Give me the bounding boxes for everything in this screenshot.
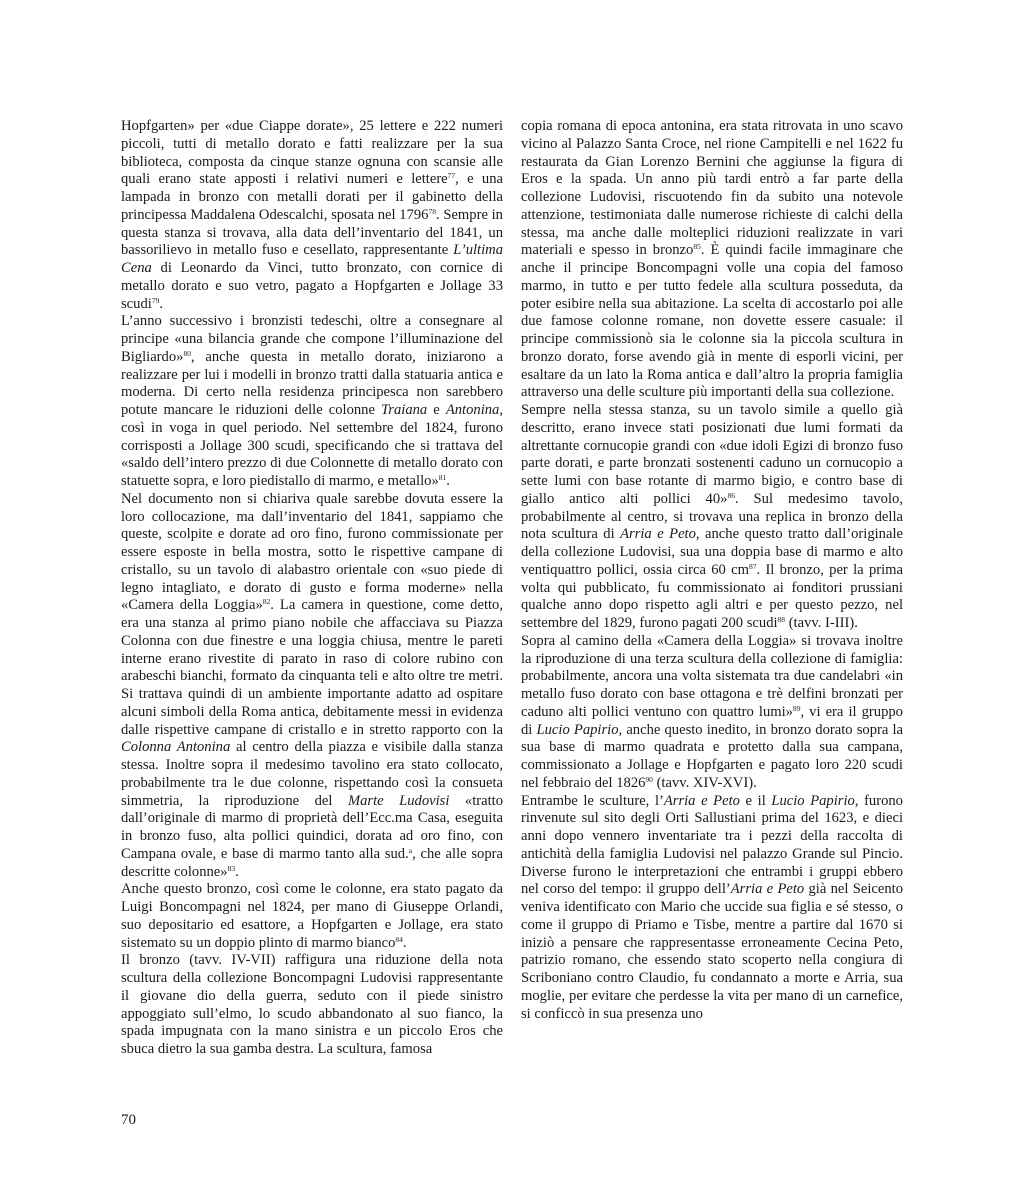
text-run: Sempre nella stessa stanza, su un tavolo simile a quello già descritto, erano invece stati posizionati due lumi formati da altrettante cornucopie grandi con «due idoli Egizi di bronzo fuso parte dorati, e parte bronzati sostenenti caduno un cornucopio a sette lumi con base rotante di marmo bigio, e contro base di giallo antico alti pollici 40»: [521, 402, 903, 507]
text-run: , vi era il gruppo di: [521, 703, 903, 738]
text-run: Anche questo bronzo, così come le colonne, era stato pagato da Luigi Boncompagni nel 1824, per mano di Giuseppe Orlandi, suo depositario ed esattore, a Hopfgarten e Jollage, era stato sistemato su un doppio plinto di marmo bianco: [121, 881, 503, 951]
text-run: , anche questa in metallo dorato, iniziarono a realizzare per lui i modelli in bronzo tratti dalla statuaria antica e moderna. Di certo nella residenza principesca non sarebbero potute mancare le riduzioni delle colonne: [121, 348, 503, 418]
text-run: , anche questo tratto dall’originale della collezione Ludovisi, sua una doppia base di marmo e alto ventiquattro pollici, ossia circa 60 cm: [521, 526, 903, 578]
text-run: Entrambe le sculture, l’: [521, 792, 664, 809]
italic-title: Arria e Peto: [730, 881, 805, 898]
paragraph: [121, 881, 503, 952]
text-run: e il: [739, 792, 772, 809]
paragraph: [521, 793, 903, 1024]
text-run: .: [159, 295, 163, 312]
text-run: al centro della piazza e visibile dalla stanza stessa. Inoltre sopra il medesimo tavolino era stato collocato, probabilmente tra le due colonne, rispettando così la consueta simmetria, la riproduzione del: [121, 739, 503, 809]
paragraph: [121, 118, 503, 313]
text-run: , e una lampada in bronzo con metalli dorati per il gabinetto della principessa Maddalena Odescalchi, sposata nel 1796: [121, 171, 503, 223]
paragraph: [121, 491, 503, 882]
paragraph: [521, 118, 903, 402]
footnote-ref: 83: [227, 863, 236, 873]
footnote-ref: 78: [428, 206, 436, 216]
text-run: (tavv. XIV-XVI).: [652, 774, 757, 791]
footnote-ref: 77: [447, 171, 456, 181]
italic-title: Colonna Antonina: [121, 739, 231, 756]
text-run: Il bronzo (tavv. IV-VII) raffigura una riduzione della nota scultura della collezione Boncompagni Ludovisi rappresentante il giovane dio della guerra, seduto con il piede sinistro appoggiato sull’elmo, lo scudo abbandonato al suo fianco, la spada impugnata con la mano sinistra e un piccolo Eros che sbuca dietro la sua gamba destra. La scultura, famosa: [121, 952, 503, 1057]
text-run: . La camera in questione, come detto, era una stanza al primo piano nobile che affacciava su Piazza Colonna con due finestre e una loggia chiusa, mentre le pareti interne erano rivestite di parato in raso di colore rubino con arabeschi bianchi, formato da cinquanta teli e alto oltre tre metri. Si trattava quindi di un ambiente importante adatto ad ospitare alcuni simboli della Roma antica, debitamente messi in evidenza dalle rispettive campane di cristallo e in stretto rapporto con la: [121, 597, 503, 738]
right-column: [521, 118, 903, 1023]
text-run: .: [235, 863, 239, 880]
text-run: , furono rinvenute sul sito degli Orti Sallustiani prima del 1623, e dieci anni dopo vennero inventariate tra i pezzi della raccolta di antichità della famiglia Ludovisi nel palazzo Grande sul Pincio. Diverse furono le interpretazioni che entrambi i gruppi ebbero nel corso del tempo: il gruppo dell’: [521, 792, 903, 898]
text-run: . Sempre in questa stanza si trovava, alla data dell’inventario del 1841, un bassorilievo in metallo fuso e cesellato, rappresentante: [121, 206, 503, 259]
text-run: di Leonardo da Vinci, tutto bronzato, con cornice di metallo dorato e suo vetro, pagato a Hopfgarten e Jollage 33 scudi: [121, 260, 503, 312]
italic-title: Antonina: [445, 402, 500, 418]
footnote-ref: 81: [438, 473, 447, 482]
footnote-ref: 88: [777, 615, 786, 624]
text-run: , che alle sopra descritte colonne»: [121, 845, 503, 880]
page-number: 70: [121, 1112, 136, 1128]
footnote-ref: 84: [395, 934, 403, 944]
italic-title: Lucio Papirio: [771, 792, 855, 809]
footnote-ref: 87: [748, 561, 757, 571]
text-run: Sopra al camino della «Camera della Loggia» si trovava inoltre la riproduzione di una terza scultura della collezione di famiglia: probabilmente, ancora una volta sistemata tra due candelabri «in metallo fuso dorato con base ottagona e trè delfini bronzati per caduno alti pollici ventuno con quattro lumi»: [521, 632, 903, 720]
text-run: . Sul medesimo tavolo, probabilmente al centro, si trovava una replica in bronzo della nota scultura di: [521, 490, 903, 543]
paragraph: [521, 633, 903, 793]
text-run: . Il bronzo, per la prima volta qui pubblicato, fu commissionato ai fonditori prussiani qualche anno dopo rispetto agli altri e per questo pezzo, nel settembre del 1829, furono pagati 200 scudi: [521, 561, 903, 631]
text-run: L’anno successivo i bronzisti tedeschi, oltre a consegnare al principe «una bilancia grande che compone l’illuminazione del Bigliardo»: [121, 313, 503, 365]
footnote-ref: 79: [151, 295, 160, 305]
text-run: copia romana di epoca antonina, era stata ritrovata in uno scavo vicino al Palazzo Santa Croce, nel rione Campitelli e nel 1622 fu restaurata da Gian Lorenzo Bernini che aggiunse la figura di Eros e la spada. Un anno più tardi entrò a far parte della collezione Ludovisi, riscuotendo fin da subito una notevole attenzione, testimoniata dalle numerose richieste di calchi della stessa, ma anche dalle molteplici riduzioni realizzate in vari materiali e spesso in bronzo: [521, 118, 903, 259]
text-run: Hopfgarten» per «due Ciappe dorate», 25 lettere e 222 numeri piccoli, tutti di metallo dorato e fatti realizzare per la sua biblioteca, composta da cinque stanze ognuna con scansie alle quali erano state apposti i relativi numeri e lettere: [121, 118, 503, 188]
left-column: [121, 118, 503, 1059]
italic-title: L’ultima Cena: [121, 242, 503, 276]
footnote-ref: a: [408, 845, 413, 855]
paragraph: [121, 313, 503, 491]
text-run: Nel documento non si chiariva quale sarebbe dovuta essere la loro collocazione, ma dall’inventario del 1841, sappiamo che queste, scolpite e dorate ad oro fino, furono commissionate per essere esposte in bella mostra, sotto le rispettive campane di cristallo, su un tavolo di alabastro orientale con «suo piede di legno intagliato, e dorato di gusto e forma moderne» nella «Camera della Loggia»: [121, 490, 503, 614]
text-run: e: [427, 402, 446, 418]
text-run: già nel Seicento veniva identificato con Mario che uccide sua figlia e sé stesso, o come il gruppo di Priamo e Tisbe, mentre a partire dal 1670 si iniziò a pensare che rappresentasse erroneamente Cecina Peto, patrizio romano, che essendo stato scoperto nella congiura di Scriboniano contro Claudio, fu condannato a morte e Arria, sua moglie, per evitare che perdesse la vita per mano di un carnefice, si conficcò in sua presenza uno: [521, 881, 903, 1022]
italic-title: Arria e Peto: [620, 526, 696, 543]
italic-title: Arria e Peto: [663, 792, 740, 809]
footnote-ref: 90: [645, 774, 653, 784]
text-run: (tavv. I-III).: [785, 615, 858, 631]
text-run: .: [402, 934, 407, 951]
italic-title: Marte Ludovisi: [347, 792, 450, 809]
footnote-ref: 80: [183, 348, 191, 358]
italic-title: Lucio Papirio: [536, 721, 619, 738]
text-run: . È quindi facile immaginare che anche il principe Boncompagni volle una copia del famoso marmo, in tutto e per tutto fedele alla scultura posseduta, da poter esibire nella sua abitazione. La scelta di accostarlo poi alle due famose colonne romane, non dovette essere casuale: il principe commissionò sia le colonne sia la piccola scultura in bronzo dorato, forse avendo già in mente di esporli vicini, per esaltare da un lato la Roma antica e dall’altro la propria famiglia attraverso una delle sculture più importanti della sua collezione.: [521, 242, 904, 401]
footnote-ref: 89: [792, 703, 801, 713]
footnote-ref: 85: [693, 242, 701, 252]
text-run: , così in voga in quel periodo. Nel settembre del 1824, furono corrisposti a Jollage 300 scudi, specificando che si trattava del «saldo dell’intero prezzo di due Colonnette di metallo dorato con statuette sopra, e loro piedistallo di marmo, e metallo»: [121, 402, 503, 489]
text-run: , anche questo inedito, in bronzo dorato sopra la sua base di marmo quadrata e protetto dalla sua campana, commissionato a Jollage e Hopfgarten e pagato loro 220 scudi nel febbraio del 1826: [521, 721, 904, 791]
paragraph: [521, 402, 903, 633]
italic-title: Traiana: [381, 402, 428, 418]
paragraph: [121, 952, 503, 1059]
text-run: .: [446, 473, 450, 489]
text-run: «tratto dall’originale di marmo di proprietà dell’Ecc.ma Casa, eseguita in bronzo fuso, alta pollici quindici, dorata ad oro fino, con Campana ovale, e base di marmo tanto alla sud.: [121, 792, 504, 862]
footnote-ref: 86: [727, 490, 735, 500]
footnote-ref: 82: [262, 597, 271, 607]
